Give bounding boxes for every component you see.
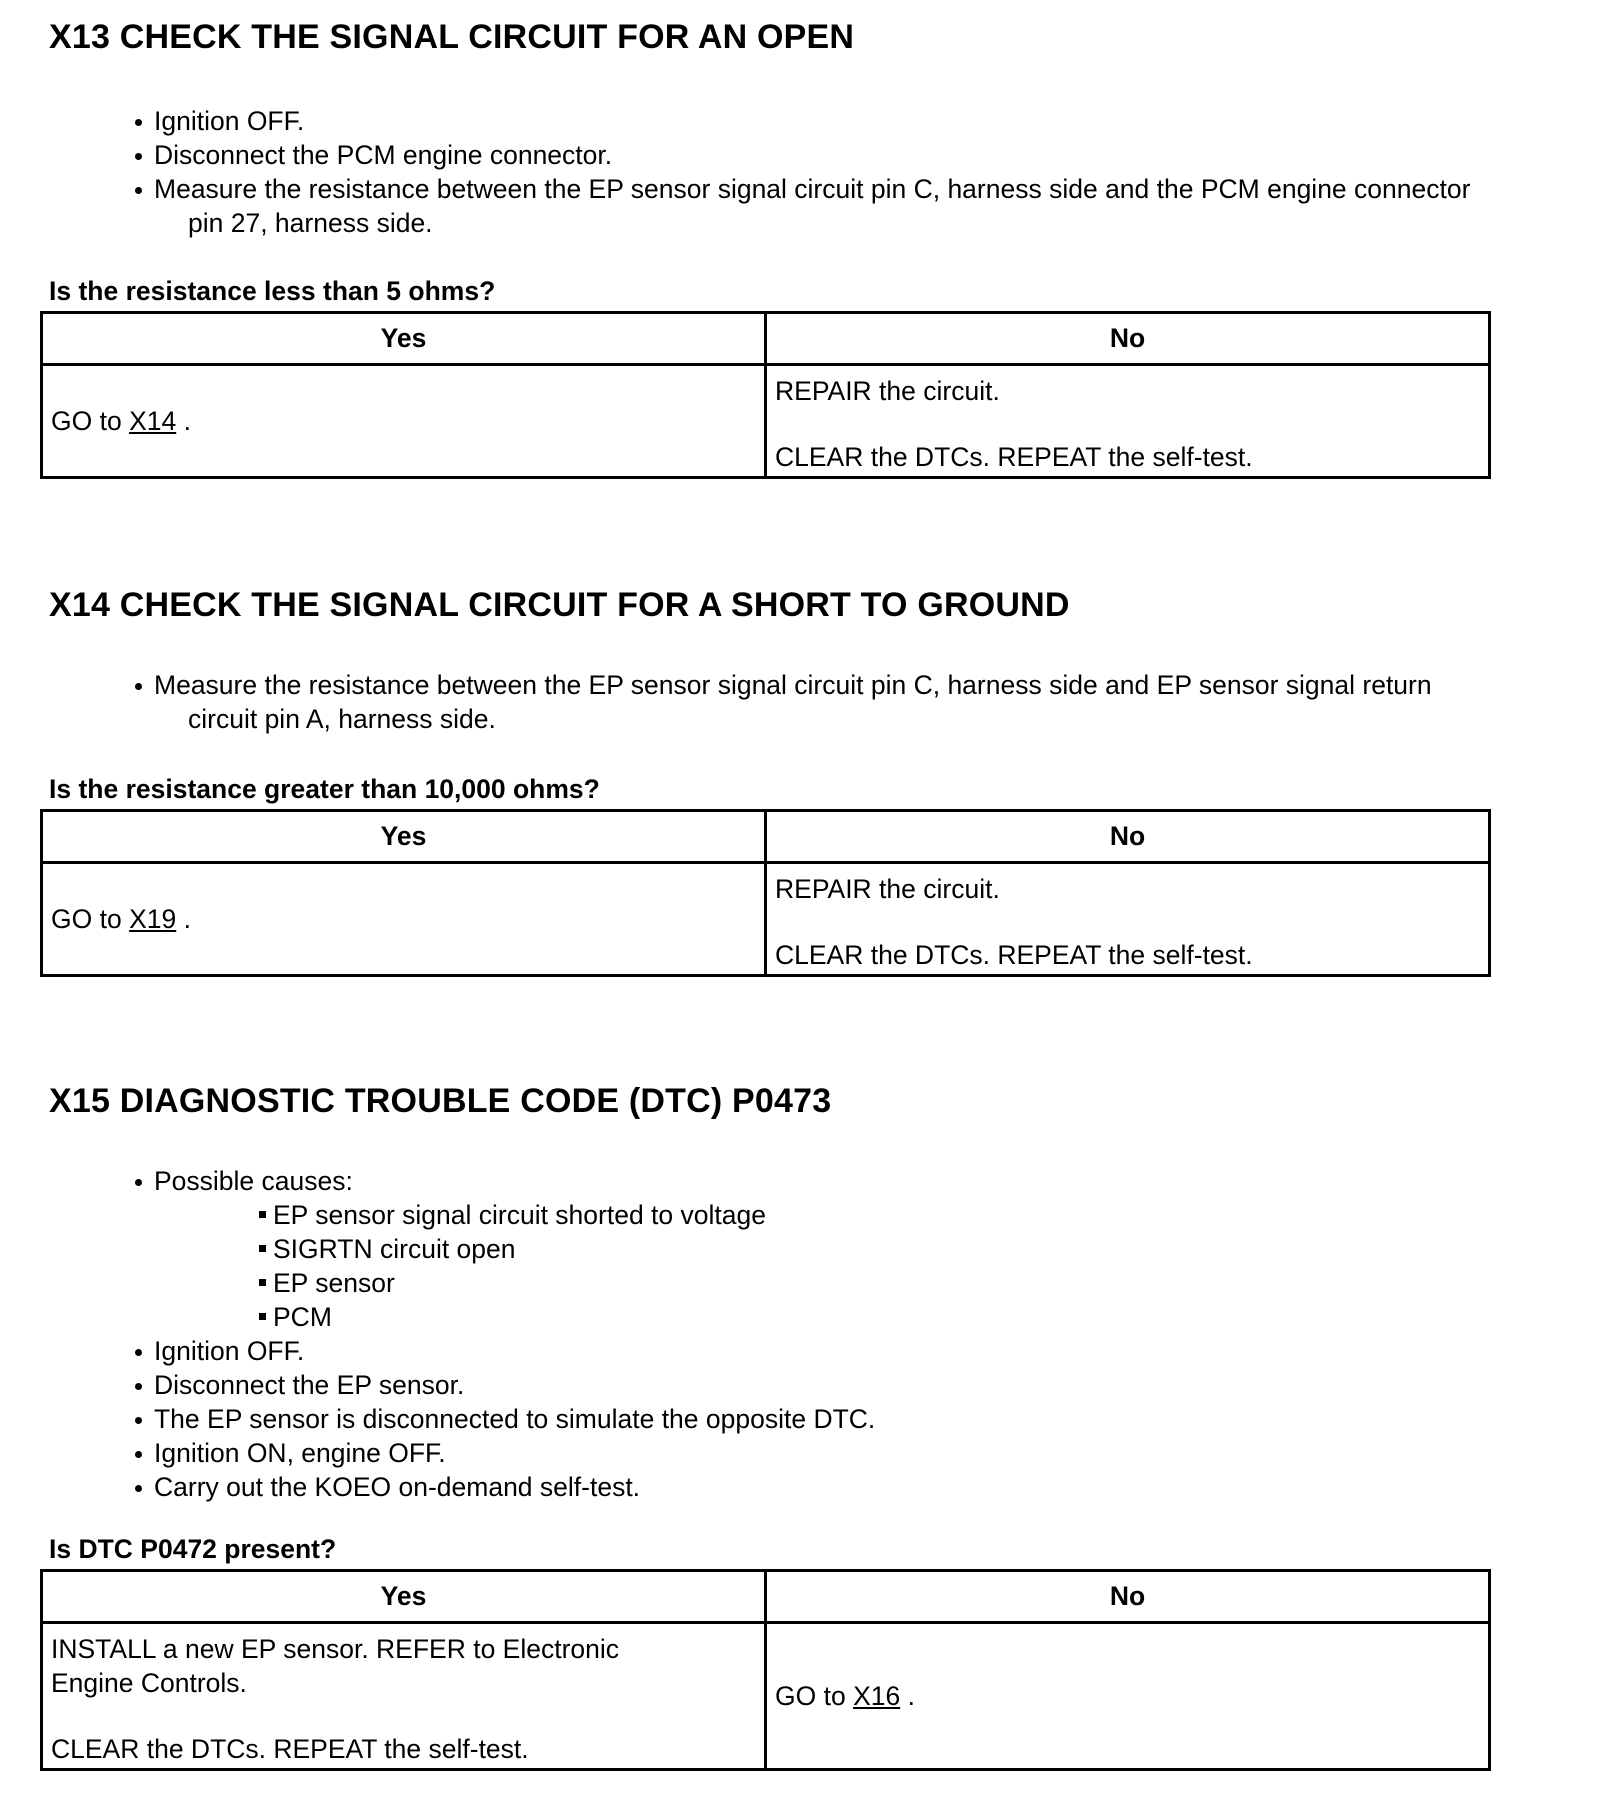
section-title: X13 CHECK THE SIGNAL CIRCUIT FOR AN OPEN	[49, 18, 855, 56]
yes-cell: GO to X19 .	[42, 863, 766, 976]
step-item: Measure the resistance between the EP sensor signal circuit pin C, harness side and EP sensor signal return circuit pin A, harness side.	[133, 668, 1432, 736]
cause-item: SIGRTN circuit open	[259, 1232, 875, 1266]
bullet-icon	[135, 1451, 142, 1458]
bullet-icon	[135, 1485, 142, 1492]
no-cell: GO to X16 .	[766, 1623, 1490, 1770]
no-header: No	[766, 811, 1490, 863]
bullet-icon	[135, 683, 142, 690]
step-item: Measure the resistance between the EP sensor signal circuit pin C, harness side and the PCM engine connector pin 27, harness side.	[133, 172, 1470, 240]
decision-table	[40, 1569, 1491, 1771]
yes-cell: INSTALL a new EP sensor. REFER to Electronic Engine Controls. CLEAR the DTCs. REPEAT the self-test.	[42, 1623, 766, 1770]
no-header: No	[766, 1571, 1490, 1623]
square-bullet-icon	[259, 1313, 266, 1320]
step-list	[133, 104, 1470, 240]
step-list	[133, 1164, 875, 1504]
decision-table	[40, 311, 1491, 479]
section-title: X15 DIAGNOSTIC TROUBLE CODE (DTC) P0473	[49, 1082, 832, 1120]
possible-causes-list	[154, 1198, 875, 1334]
yes-cell: GO to X14 .	[42, 365, 766, 478]
yes-header: Yes	[42, 1571, 766, 1623]
step-item: The EP sensor is disconnected to simulate the opposite DTC.	[133, 1402, 875, 1436]
goto-x19-link[interactable]: X19	[129, 904, 177, 934]
section-title: X14 CHECK THE SIGNAL CIRCUIT FOR A SHORT TO GROUND	[49, 586, 1070, 624]
yes-header: Yes	[42, 811, 766, 863]
no-cell: REPAIR the circuit. CLEAR the DTCs. REPEAT the self-test.	[766, 365, 1490, 478]
square-bullet-icon	[259, 1279, 266, 1286]
question-text: Is DTC P0472 present?	[49, 1534, 337, 1564]
no-cell: REPAIR the circuit. CLEAR the DTCs. REPEAT the self-test.	[766, 863, 1490, 976]
question-text: Is the resistance greater than 10,000 ohms?	[49, 774, 600, 804]
decision-table	[40, 809, 1491, 977]
bullet-icon	[135, 1179, 142, 1186]
question-text: Is the resistance less than 5 ohms?	[49, 276, 496, 306]
bullet-icon	[135, 119, 142, 126]
cause-item: EP sensor	[259, 1266, 875, 1300]
bullet-icon	[135, 1383, 142, 1390]
step-item: Ignition OFF.	[133, 1334, 875, 1368]
goto-x16-link[interactable]: X16	[853, 1681, 901, 1711]
goto-x14-link[interactable]: X14	[129, 406, 177, 436]
step-item: Disconnect the EP sensor.	[133, 1368, 875, 1402]
yes-header: Yes	[42, 313, 766, 365]
step-item: Carry out the KOEO on-demand self-test.	[133, 1470, 875, 1504]
bullet-icon	[135, 153, 142, 160]
bullet-icon	[135, 1417, 142, 1424]
bullet-icon	[135, 1349, 142, 1356]
square-bullet-icon	[259, 1245, 266, 1252]
bullet-icon	[135, 187, 142, 194]
square-bullet-icon	[259, 1211, 266, 1218]
cause-item: EP sensor signal circuit shorted to voltage	[259, 1198, 875, 1232]
step-item: Ignition ON, engine OFF.	[133, 1436, 875, 1470]
step-continuation: circuit pin A, harness side.	[188, 704, 496, 734]
cause-item: PCM	[259, 1300, 875, 1334]
no-header: No	[766, 313, 1490, 365]
step-item: Possible causes: EP sensor signal circuit shorted to voltage SIGRTN circuit open EP sensor PCM	[133, 1164, 875, 1334]
step-continuation: pin 27, harness side.	[188, 208, 433, 238]
step-item: Disconnect the PCM engine connector.	[133, 138, 1470, 172]
step-list	[133, 668, 1432, 736]
step-item: Ignition OFF.	[133, 104, 1470, 138]
